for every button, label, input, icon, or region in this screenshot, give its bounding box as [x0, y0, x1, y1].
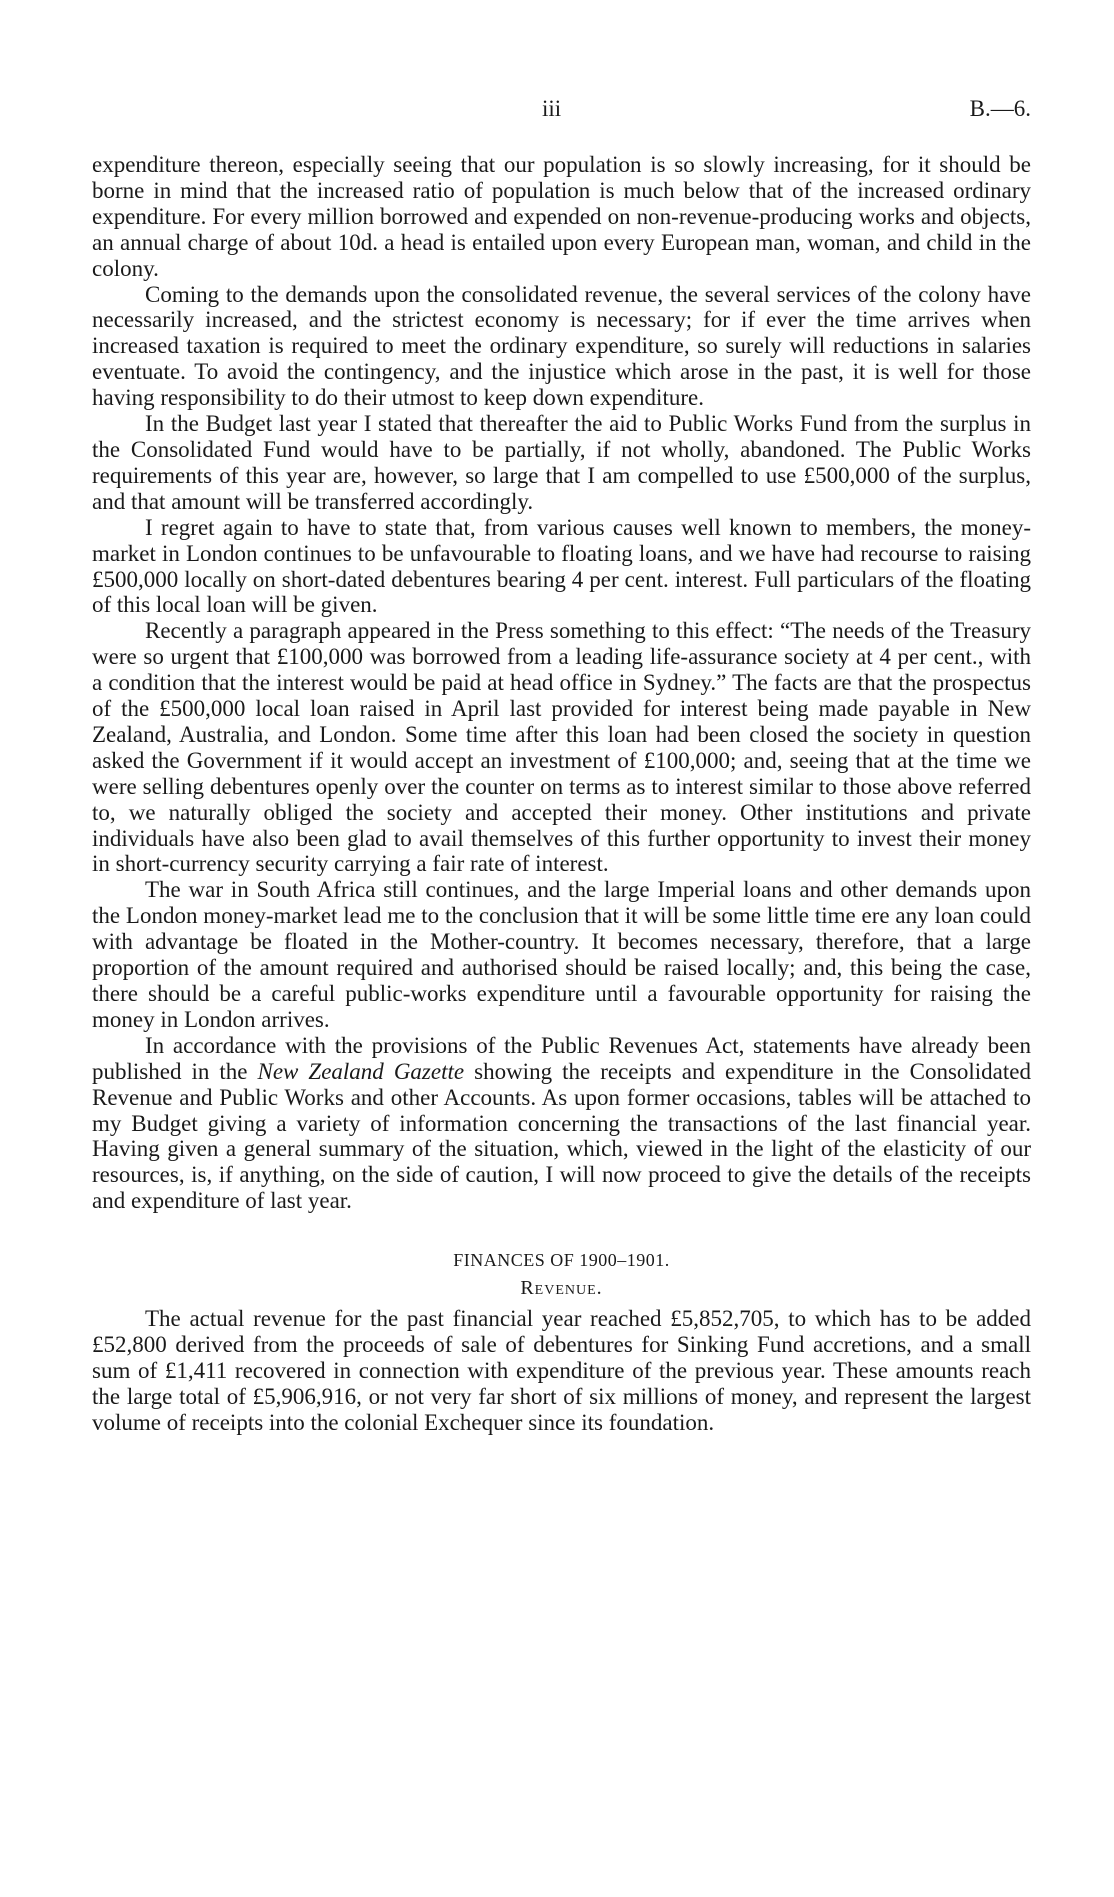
paragraph-revenue: The actual revenue for the past financial year reached £5,852,705, to which has to be added £52,800 derived from the proceeds of sale of debentures for Sinking Fund accretions, and a small sum of £1,411 recovered in connection with expenditure of the previous year. These amounts reach the large total of £5,906,916, or not very far short of six millions of money, and represent the largest volume of receipts into the colonial Exchequer since its foundation. — [92, 1306, 1031, 1435]
section-title: FINANCES OF 1900–1901. — [453, 1250, 670, 1271]
paper-reference: B.—6. — [969, 96, 1031, 121]
paragraph-expenditure-continued: expenditure thereon, especially seeing that our population is so slowly increasing, for it should be borne in mind that the increased ratio of population is much below that of the increased ordinary expenditure. For every million borrowed and expended on non-revenue-producing works and objects, an annual charge of about 10d. a head is entailed upon every European man, woman, and child in the colony. — [92, 152, 1031, 281]
page-number: iii — [542, 96, 562, 121]
gazette-text-before: In accordance with the provisions of the Public Revenues Act, statements have already been published in the — [92, 1032, 1031, 1084]
document-page — [92, 96, 1031, 1436]
paragraph-public-works-fund: In the Budget last year I stated that thereafter the aid to Public Works Fund from the surplus in the Consolidated Fund would have to be partially, if not wholly, abandoned. The Public Works requirements of this year are, however, so large that I am compelled to use £500,000 of the surplus, and that amount will be transferred accordingly. — [92, 411, 1031, 514]
paragraph-press-report: Recently a paragraph appeared in the Press something to this effect: “The needs of the Treasury were so urgent that £100,000 was borrowed from a leading life-assurance society at 4 per cent., with a condition that the interest would be paid at head office in Sydney.” The facts are that the prospectus of the £500,000 local loan raised in April last provided for interest being made payable in New Zealand, Australia, and London. Some time after this loan had been closed the society in question asked the Government if it would accept an investment of £100,000; and, seeing that at the time we were selling debentures openly over the counter on terms as to interest similar to those above referred to, we naturally obliged the society and accepted their money. Other institutions and private individuals have also been glad to avail themselves of this further opportunity to invest their money in short-currency security carrying a fair rate of interest. — [92, 618, 1031, 877]
gazette-title: New Zealand Gazette — [257, 1058, 465, 1084]
paragraph-south-africa-war: The war in South Africa still continues, and the large Imperial loans and other demands upon the London money-market lead me to the conclusion that it will be some little time ere any loan could with advantage be floated in the Mother-country. It becomes necessary, therefore, that a large proportion of the amount required and authorised should be raised locally; and, this being the case, there should be a careful public-works expenditure until a favourable opportunity for raising the money in London arrives. — [92, 877, 1031, 1032]
paragraph-public-revenues-act — [92, 1033, 1031, 1214]
subsection-title: Revenue. — [520, 1277, 603, 1300]
page-header — [92, 96, 1031, 132]
gazette-text-after: showing the receipts and expenditure in the Consolidated Revenue and Public Works and other Accounts. As upon former occasions, tables will be attached to my Budget giving a variety of information concerning the transactions of the last financial year. Having given a general summary of the situation, which, viewed in the light of the elasticity of our resources, is, if anything, on the side of caution, I will now proceed to give the details of the receipts and expenditure of last year. — [92, 1058, 1031, 1214]
body-text — [92, 152, 1031, 1436]
paragraph-consolidated-revenue: Coming to the demands upon the consolidated revenue, the several services of the colony have necessarily increased, and the strictest economy is necessary; for if ever the time arrives when increased taxation is required to meet the ordinary expenditure, so surely will reductions in salaries eventuate. To avoid the contingency, and the injustice which arose in the past, it is well for those having responsibility to do their utmost to keep down expenditure. — [92, 281, 1031, 411]
paragraph-local-loan: I regret again to have to state that, from various causes well known to members, the money-market in London continues to be unfavourable to floating loans, and we have had recourse to raising £500,000 locally on short-dated debentures bearing 4 per cent. interest. Full particulars of the floating of this local loan will be given. — [92, 514, 1031, 618]
